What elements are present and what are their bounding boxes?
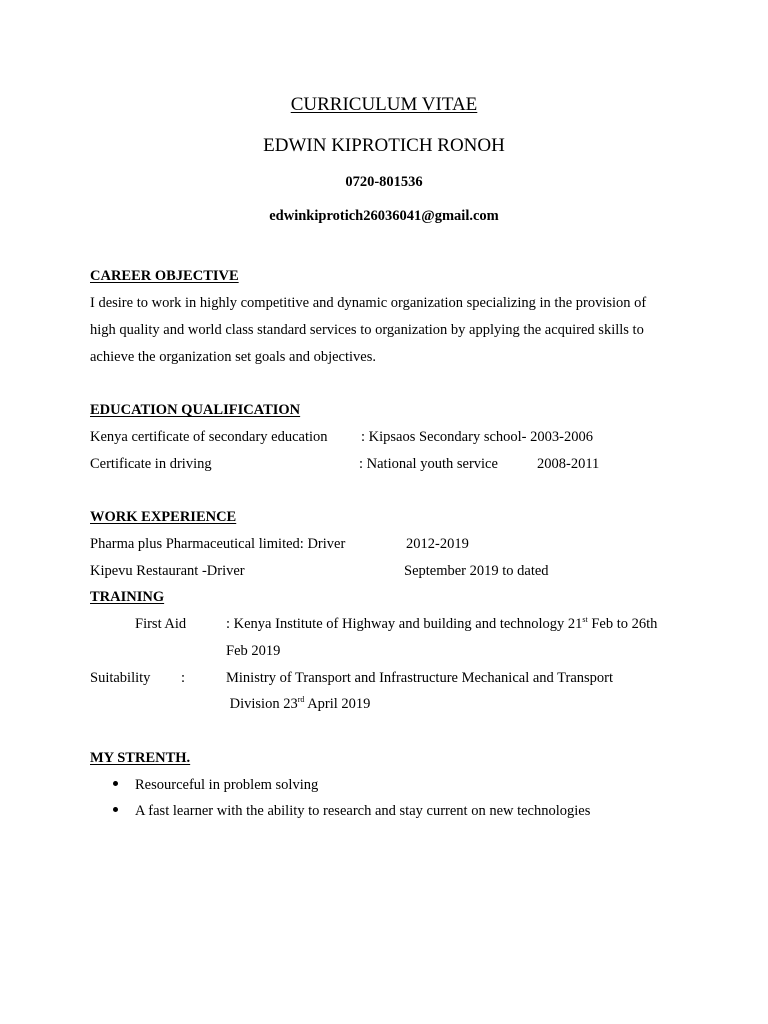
ordinal-suffix: st <box>582 615 588 625</box>
work-experience-heading: WORK EXPERIENCE <box>90 509 237 525</box>
training-first-aid-detail: : Kenya Institute of Highway and building and technology 21st Feb to 26th <box>226 615 658 632</box>
work-employer: Kipevu Restaurant -Driver <box>90 563 245 579</box>
strength-item: Resourceful in problem solving <box>135 777 319 793</box>
bullet-icon <box>113 781 118 786</box>
education-years: 2008-2011 <box>537 456 600 472</box>
work-period: 2012-2019 <box>406 536 469 552</box>
career-objective-line: high quality and world class standard services to organization by applying the acquired skills to <box>90 322 644 338</box>
education-qualification: Kenya certificate of secondary education <box>90 429 328 445</box>
bullet-icon <box>113 807 118 812</box>
education-heading: EDUCATION QUALIFICATION <box>90 402 301 418</box>
education-qualification: Certificate in driving <box>90 456 212 472</box>
career-objective-heading: CAREER OBJECTIVE <box>90 268 239 284</box>
training-heading: TRAINING <box>90 589 165 605</box>
training-suitability-colon: : <box>181 670 186 686</box>
candidate-name: EDWIN KIPROTICH RONOH <box>263 135 505 156</box>
training-first-aid-label: First Aid <box>135 616 187 632</box>
ordinal-suffix: rd <box>297 695 305 705</box>
training-suitability-label: Suitability <box>90 670 151 686</box>
training-suitability-detail-continued: Division 23rd April 2019 <box>226 695 371 712</box>
career-objective-line: achieve the organization set goals and objectives. <box>90 349 377 365</box>
work-period: September 2019 to dated <box>404 563 549 579</box>
phone-number: 0720-801536 <box>345 174 423 190</box>
training-first-aid-detail-continued: Feb 2019 <box>226 643 281 659</box>
email-address: edwinkiprotich26036041@gmail.com <box>269 208 499 224</box>
work-employer: Pharma plus Pharmaceutical limited: Driver <box>90 536 346 552</box>
training-suitability-detail: Ministry of Transport and Infrastructure Mechanical and Transport <box>226 670 614 686</box>
education-institution: : Kipsaos Secondary school- 2003-2006 <box>361 429 593 445</box>
document-title: CURRICULUM VITAE <box>290 94 478 115</box>
strength-item: A fast learner with the ability to research and stay current on new technologies <box>135 803 591 819</box>
strength-heading: MY STRENTH. <box>90 750 191 766</box>
career-objective-line: I desire to work in highly competitive and dynamic organization specializing in the provision of <box>90 295 647 311</box>
education-institution: : National youth service <box>359 456 498 472</box>
